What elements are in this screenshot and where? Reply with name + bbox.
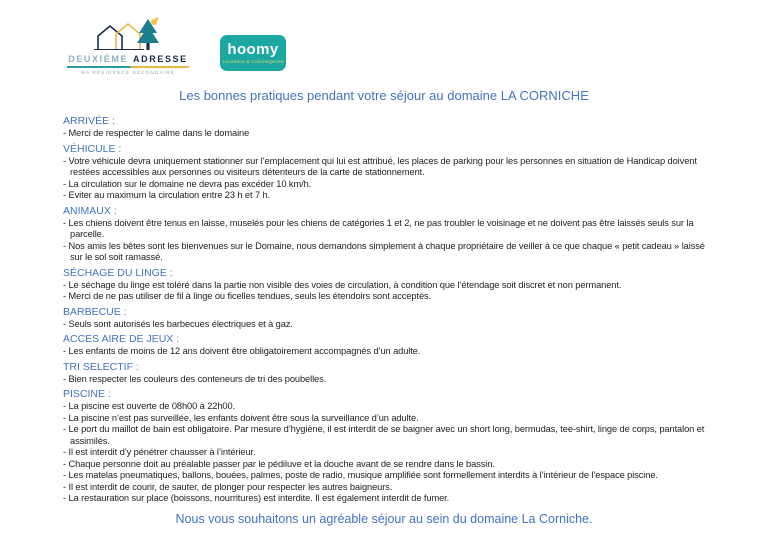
rule-item: - Merci de ne pas utiliser de fil à linge ou ficelles tendues, seuls les étendoirs sont acceptés. [63, 291, 432, 301]
section-heading-vehicule: VÉHICULE : [63, 142, 122, 155]
section-sechage-du-linge [63, 266, 708, 303]
section-vehicule [63, 142, 708, 202]
section-heading-animaux: ANIMAUX : [63, 204, 117, 217]
section-heading-tri-selectif: TRI SELECTIF : [63, 360, 139, 373]
rule-item: - Les chiens doivent être tenus en laisse, muselés pour les chiens de catégories 1 et 2, ne pas troubler le voisinage et ne doivent pas être laissés seuls sur la parcelle. [63, 217, 694, 239]
page-title: Les bonnes pratiques pendant votre séjour au domaine LA CORNICHE [179, 88, 589, 103]
rule-item: - Le séchage du linge est toléré dans la partie non visible des voies de circulation, à condition que l’étendage soit discret et non permanent. [63, 279, 622, 290]
logo-word-deuxieme: DEUXIÈME [68, 54, 129, 64]
logo-deuxieme-adresse [62, 15, 194, 75]
section-piscine [63, 387, 708, 505]
section-barbecue [63, 305, 708, 331]
section-heading-piscine: PISCINE : [63, 388, 111, 400]
hoomy-tagline: Locations & Conciergeries [222, 58, 284, 64]
section-heading-arrivee: ARRIVÉE : [63, 115, 115, 127]
header-logos [0, 0, 768, 76]
section-animaux [63, 204, 708, 264]
rule-item: - Les matelas pneumatiques, ballons, bouées, palmes, poste de radio, musique amplifiée sont formellement interdits à l’intérieur de l’espace piscine. [63, 470, 658, 480]
page-footer: Nous vous souhaitons un agréable séjour au sein du domaine La Corniche. [175, 511, 593, 526]
rule-item: - La piscine n’est pas surveillée, les enfants doivent être sous la surveillance d’un adulte. [63, 412, 419, 423]
logo-word-adresse: ADRESSE [133, 54, 188, 64]
logo-deuxieme-adresse-tagline: MA RÉSIDENCE SECONDAIRE [81, 70, 175, 75]
rule-item: - Nos amis les bêtes sont les bienvenues sur le Domaine, nous demandons simplement à chaque propriétaire de veiller à ce que chaque « petit cadeau » laissé sur le sol soit ramassé. [63, 240, 705, 262]
rule-item: - Le port du maillot de bain est obligatoire. Par mesure d’hygiène, il est interdit de se baigner avec un short long, bermudas, tee-shirt, linge de corps, pantalon et assimilés. [63, 424, 705, 446]
logo-hoomy [220, 35, 286, 71]
rule-item: - Eviter au maximum la circulation entre 23 h et 7 h. [63, 190, 271, 200]
rule-item: - La piscine est ouverte de 08h00 à 22h00. [63, 401, 236, 411]
logo-deuxieme-adresse-wordmark [68, 54, 188, 64]
section-heading-acces-aire-de-jeux: ACCES AIRE DE JEUX : [63, 333, 180, 345]
hoomy-wordmark: hoomy [227, 41, 279, 59]
rule-item: - La circulation sur le domaine ne devra pas excéder 10 km/h. [63, 178, 312, 189]
section-arrivee [63, 114, 708, 140]
rule-item: - Il est interdit de courir, de sauter, de plonger pour respecter les autres baigneurs. [63, 481, 393, 492]
section-heading-sechage-du-linge: SÉCHAGE DU LINGE : [63, 266, 173, 279]
section-acces-aire-de-jeux [63, 332, 708, 358]
house-tree-sun-icon [88, 15, 168, 53]
section-tri-selectif [63, 360, 708, 386]
rule-item: - Chaque personne doit au préalable passer par le pédiluve et la douche avant de se rendre dans le bassin. [63, 458, 495, 469]
section-heading-barbecue: BARBECUE : [63, 305, 127, 318]
rule-item: - Bien respecter les couleurs des conteneurs de tri des poubelles. [63, 373, 327, 384]
rules-content [0, 103, 768, 505]
rule-item: - Les enfants de moins de 12 ans doivent être obligatoirement accompagnés d’un adulte. [63, 346, 421, 356]
rule-item: - Votre véhicule devra uniquement stationner sur l’emplacement qui lui est attribué, les places de parking pour les personnes en situation de Handicap doivent restées accessibles aux personnes ou visiteurs détenteurs de la carte de stationnement. [63, 155, 697, 177]
rule-item: - Merci de respecter le calme dans le domaine [63, 128, 250, 138]
rule-item: - Seuls sont autorisés les barbecues électriques et à gaz. [63, 318, 293, 329]
rule-item: - La restauration sur place (boissons, nourritures) est interdite. Il est également interdit de fumer. [63, 493, 450, 503]
logo-underline-divider [67, 66, 189, 68]
rule-item: - Il est interdit d’y pénétrer chausser à l’intérieur. [63, 447, 256, 457]
